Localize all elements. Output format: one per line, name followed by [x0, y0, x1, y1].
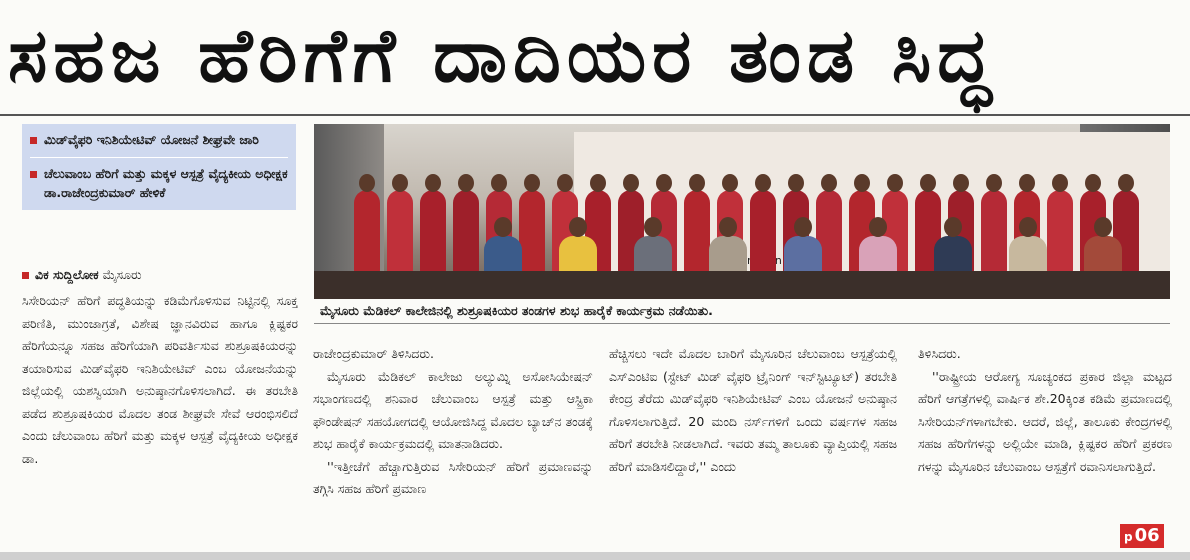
stage-floor — [314, 271, 1170, 299]
person-head — [887, 174, 903, 192]
person-head — [359, 174, 375, 192]
paragraph: ಸಿಸೇರಿಯನ್ ಹೆರಿಗೆ ಪದ್ಧತಿಯನ್ನು ಕಡಿಮೆಗೊಳಿಸುವ ನಿಟ್ಟಿನಲ್ಲಿ ಸೂಕ್ತ ಪರಿಣಿತಿ, ಮುಂಜಾಗ್ರತೆ, ವಿಶೇಷ ಜ್ಞಾನವಿರುವ ಹಾಗೂ ಕ್ಲಿಷ್ಟಕರ ಹೆರಿಗೆಯನ್ನೂ ಸಹಜ ಹೆರಿಗೆಯಾಗಿ ಪರಿವರ್ತಿಸುವ ಶುಶ್ರೂಷಕಿಯರನ್ನು ತಯಾರಿಸುವ ಮಿಡ್‌ವೈಫರಿ ಇನಿಶಿಯೇಟಿವ್ ಎಂಬ ಯೋಜನೆಯನ್ನು ಜಿಲ್ಲೆಯಲ್ಲಿ ಯಶಸ್ವಿಯಾಗಿ ಅನುಷ್ಠಾನಗೊಳಿಸಲಾಗಿದೆ. ಈ ತರಬೇತಿ ಪಡೆದ ಶುಶ್ರೂಷಕಿಯರ ಮೊದಲ ತಂಡ ಶೀಘ್ರವೇ ಸೇವೆ ಆರಂಭಿಸಲಿದೆ ಎಂದು ಚೆಲುವಾಂಬ ಹೆರಿಗೆ ಮತ್ತು ಮಕ್ಕಳ ಆಸ್ಪತ್ರೆ ವೈದ್ಯಕೀಯ ಅಧೀಕ್ಷಕ ಡಾ. — [22, 293, 298, 466]
person-head — [1118, 174, 1134, 192]
person-head — [821, 174, 837, 192]
summary-item — [30, 130, 288, 149]
standing-person — [420, 190, 446, 272]
byline-agency: ವಿಕ ಸುದ್ದಿಲೋಕ — [35, 267, 99, 282]
article-column-2 — [313, 343, 593, 501]
person-head — [719, 217, 737, 237]
bullet-square-icon — [22, 272, 29, 279]
person-head — [1085, 174, 1101, 192]
standing-person — [453, 190, 479, 272]
person-head — [1094, 217, 1112, 237]
person-head — [590, 174, 606, 192]
person-head — [557, 174, 573, 192]
header-rule — [0, 114, 1190, 116]
person-head — [788, 174, 804, 192]
person-head — [458, 174, 474, 192]
person-head — [920, 174, 936, 192]
article-column-3 — [609, 343, 897, 478]
standing-person — [750, 190, 776, 272]
person-head — [986, 174, 1002, 192]
article-column-4 — [918, 343, 1172, 478]
footer-rule — [0, 552, 1190, 560]
person-head — [425, 174, 441, 192]
person-head — [755, 174, 771, 192]
headline — [8, 6, 1184, 106]
bullet-square-icon — [30, 171, 37, 178]
person-head — [524, 174, 540, 192]
summary-text: ಚೆಲುವಾಂಬ ಹೆರಿಗೆ ಮತ್ತು ಮಕ್ಕಳ ಆಸ್ಪತ್ರೆ ವೈದ್ಯಕೀಯ ಅಧೀಕ್ಷಕ ಡಾ.ರಾಜೇಂದ್ರಕುಮಾರ್ ಹೇಳಿಕೆ — [44, 166, 288, 200]
article-column-1 — [22, 290, 298, 470]
bullet-square-icon — [30, 137, 37, 144]
page-number: 06 — [1134, 525, 1160, 546]
paragraph: ರಾಜೇಂದ್ರಕುಮಾರ್ ತಿಳಿಸಿದರು. — [313, 346, 434, 361]
headline-text: ಸಹಜ ಹೆರಿಗೆಗೆ ದಾದಿಯರ ತಂಡ ಸಿದ್ಧ — [8, 13, 998, 99]
paragraph: ಮೈಸೂರು ಮೆಡಿಕಲ್ ಕಾಲೇಜು ಅಲ್ಯುಮ್ನಿ ಅಸೋಸಿಯೇಷನ್ ಸಭಾಂಗಣದಲ್ಲಿ ಶನಿವಾರ ಚೆಲುವಾಂಬ ಆಸ್ಪತ್ರೆ ಮತ್ತು ಆಸ್ಟ್ರಿಕಾ ಫೌಂಡೇಷನ್ ಸಹಯೋಗದಲ್ಲಿ ಆಯೋಜಿಸಿದ್ದ ಮೊದಲ ಬ್ಯಾಚ್‌ನ ತಂಡಕ್ಕೆ ಶುಭ ಹಾರೈಕೆ ಕಾರ್ಯಕ್ರಮದಲ್ಲಿ ಮಾತನಾಡಿದರು. — [313, 368, 593, 451]
person-head — [644, 217, 662, 237]
summary-text: ಮಿಡ್‌ವೈಫರಿ ಇನಿಶಿಯೇಟಿವ್ ಯೋಜನೆ ಶೀಘ್ರವೇ ಜಾರಿ — [44, 132, 259, 147]
summary-item — [30, 157, 288, 202]
person-head — [869, 217, 887, 237]
person-head — [944, 217, 962, 237]
paragraph: ತಿಳಿಸಿದರು. — [918, 346, 961, 361]
person-head — [1019, 217, 1037, 237]
person-head — [854, 174, 870, 192]
paragraph: ಹೆಚ್ಚಿಸಲು ಇದೇ ಮೊದಲ ಬಾರಿಗೆ ಮೈಸೂರಿನ ಚೆಲುವಾಂಬ ಆಸ್ಪತ್ರೆಯಲ್ಲಿ ಎಸ್‌ಎಂಟಿಐ (ಸ್ಟೇಟ್ ಮಿಡ್ ವೈಫರಿ ಟ್ರೈನಿಂಗ್ ಇನ್‌ಸ್ಟಿಟ್ಯೂಟ್) ತರಬೇತಿ ಕೇಂದ್ರ ತೆರೆದು ಮಿಡ್‌ವೈಫರಿ ಇನಿಶಿಯೇಟಿವ್ ಎಂಬ ಯೋಜನೆ ಅನುಷ್ಠಾನ ಗೊಳಿಸಲಾಗುತ್ತಿದೆ. 20 ಮಂದಿ ನರ್ಸ್‌ಗಳಿಗೆ ಒಂದು ವರ್ಷಗಳ ಸಹಜ ಹೆರಿಗೆ ತರಬೇತಿ ನೀಡಲಾಗಿದೆ. ಇವರು ತಮ್ಮ ತಾಲೂಕು ವ್ಯಾಪ್ತಿಯಲ್ಲಿ ಸಹಜ ಹೆರಿಗೆ ಮಾಡಿಸಲಿದ್ದಾರೆ,'' ಎಂದು — [609, 346, 897, 474]
page-prefix: p — [1124, 530, 1133, 544]
photo-caption: ಮೈಸೂರು ಮೆಡಿಕಲ್ ಕಾಲೇಜಿನಲ್ಲಿ ಶುಶ್ರೂಷಕಿಯರ ತಂಡಗಳ ಶುಭ ಹಾರೈಕೆ ಕಾರ್ಯಕ್ರಮ ನಡೆಯಿತು. — [314, 300, 1170, 324]
standing-person — [684, 190, 710, 272]
person-head — [1019, 174, 1035, 192]
standing-person — [981, 190, 1007, 272]
news-photo — [314, 124, 1170, 299]
standing-person — [354, 190, 380, 272]
person-head — [1052, 174, 1068, 192]
byline-place: ಮೈಸೂರು — [102, 267, 142, 282]
standing-person — [1047, 190, 1073, 272]
paragraph: ''ಇತ್ತೀಚೆಗೆ ಹೆಚ್ಚಾಗುತ್ತಿರುವ ಸಿಸೇರಿಯನ್ ಹೆರಿಗೆ ಪ್ರಮಾಣವನ್ನು ತಗ್ಗಿಸಿ ಸಹಜ ಹೆರಿಗೆ ಪ್ರಮಾಣ — [313, 458, 593, 496]
person-head — [953, 174, 969, 192]
person-head — [491, 174, 507, 192]
person-head — [794, 217, 812, 237]
standing-person — [387, 190, 413, 272]
person-head — [494, 217, 512, 237]
person-head — [689, 174, 705, 192]
person-head — [656, 174, 672, 192]
standing-person — [519, 190, 545, 272]
summary-box — [22, 124, 296, 210]
person-head — [722, 174, 738, 192]
person-head — [569, 217, 587, 237]
byline — [22, 267, 142, 283]
person-head — [623, 174, 639, 192]
paragraph: ''ರಾಷ್ಟ್ರೀಯ ಆರೋಗ್ಯ ಸೂಚ್ಯಂಕದ ಪ್ರಕಾರ ಜಿಲ್ಲಾ ಮಟ್ಟದ ಹೆರಿಗೆ ಆಗತ್ರೆಗಳಲ್ಲಿ ವಾರ್ಷಿಕ ಶೇ.20ಕ್ಕಿಂತ ಕಡಿಮೆ ಪ್ರಮಾಣದಲ್ಲಿ ಸಿಸೇರಿಯನ್‌ಗಳಾಗಬೇಕು. ಆದರೆ, ಜಿಲ್ಲೆ, ತಾಲೂಕು ಕೇಂದ್ರಗಳಲ್ಲಿ ಸಹಜ ಹೆರಿಗೆಗಳನ್ನು ಅಲ್ಲಿಯೇ ಮಾಡಿ, ಕ್ಲಿಷ್ಟಕರ ಹೆರಿಗೆ ಪ್ರಕರಣ ಗಳನ್ನು ಮೈಸೂರಿನ ಚೆಲುವಾಂಬ ಆಸ್ಪತ್ರೆಗೆ ರವಾನಿಸಲಾಗುತ್ತಿದೆ. — [918, 368, 1172, 474]
person-head — [392, 174, 408, 192]
page-number-badge — [1120, 524, 1164, 548]
